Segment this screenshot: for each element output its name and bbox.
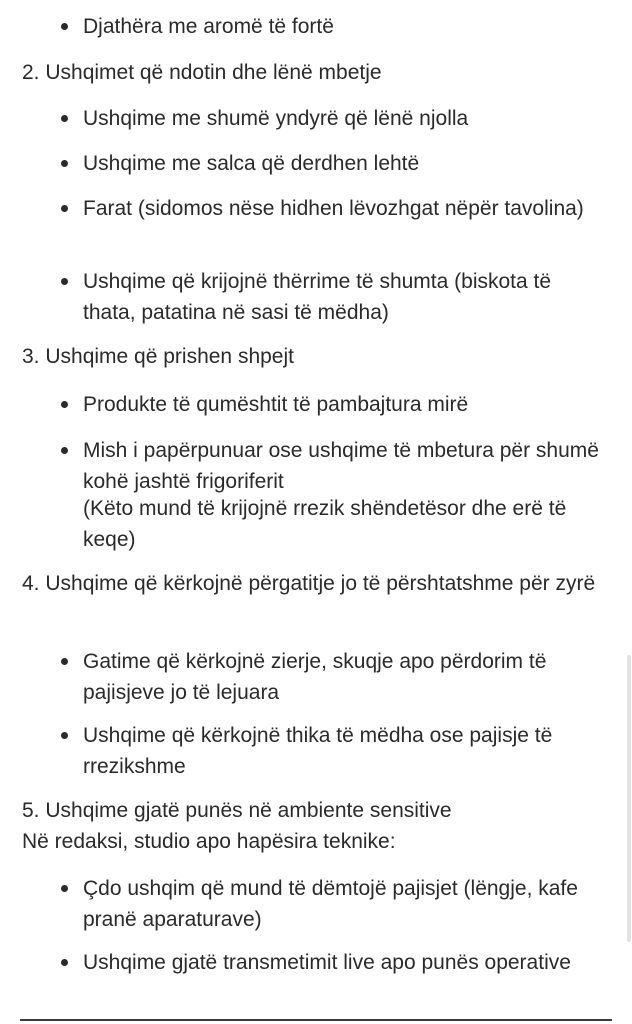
bullet-dot [61,23,68,30]
bullet-dot [61,205,68,212]
list-item-text: Ushqime gjatë transmetimit live apo punës operative [83,951,571,974]
bullet-dot [61,447,68,454]
list-item-text: Ushqime që krijojnë thërrime të shumta (biskota të thata, patatina në sasi të mëdha) [83,270,552,324]
bullet-dot [61,658,68,665]
list-item-text: Gatime që kërkojnë zierje, skuqje apo përdorim të pajisjeve jo të lejuara [83,650,547,704]
list-item-text: Farat (sidomos nëse hidhen lëvozhgat nëpër tavolina) [83,197,584,220]
bullet-dot [61,160,68,167]
section-heading: 2. Ushqimet që ndotin dhe lënë mbetje [22,61,382,84]
bullet-dot [61,115,68,122]
list-item-text: Ushqime me shumë yndyrë që lënë njolla [83,107,469,130]
bullet-dot [61,959,68,966]
list-item-text: Ushqime që kërkojnë thika të mëdha ose pajisje të rrezikshme [83,724,553,778]
bullet-dot [61,278,68,285]
bullet-dot [61,401,68,408]
list-item-text: Produkte të qumështit të pambajtura mirë [83,393,469,416]
bottom-divider [20,1019,612,1021]
list-item-text: Ushqime me salca që derdhen lehtë [83,152,420,175]
bullet-dot [61,732,68,739]
list-item-text: Mish i papërpunuar ose ushqime të mbetura për shumë kohë jashtë frigoriferit [83,439,599,493]
list-item-note-text: (Këto mund të krijojnë rrezik shëndetësor dhe erë të keqe) [83,497,567,551]
list-item-text: Djathëra me aromë të fortë [83,15,334,38]
bullet-dot [61,885,68,892]
list-item-text: Çdo ushqim që mund të dëmtojë pajisjet (lëngje, kafe pranë aparaturave) [83,877,578,931]
scrollbar[interactable] [627,655,631,942]
section-heading: 3. Ushqime që prishen shpejt [22,345,294,368]
section-heading: 4. Ushqime që kërkojnë përgatitje jo të përshtatshme për zyrë [22,572,596,595]
section-heading: 5. Ushqime gjatë punës në ambiente sensitive [22,799,452,822]
section-subheading: Në redaksi, studio apo hapësira teknike: [22,830,396,853]
